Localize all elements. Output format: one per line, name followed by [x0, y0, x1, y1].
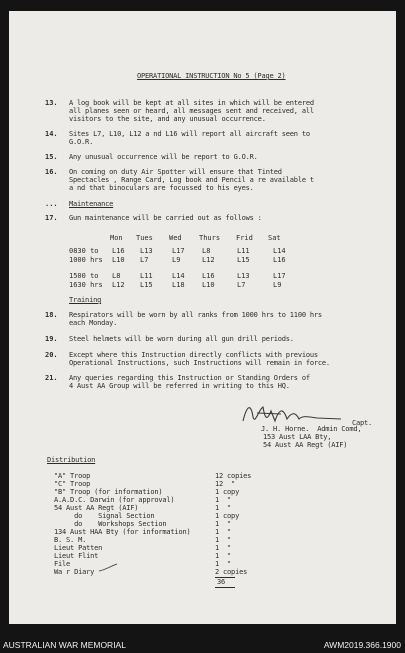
site-cell: L15	[237, 256, 250, 264]
distribution-total: 36	[217, 578, 226, 586]
time-cell: 0830 to	[69, 247, 99, 255]
site-cell: L7	[140, 256, 149, 264]
item-text: visitors to the site, and any unusual occurrence.	[69, 115, 266, 123]
distribution-recipient: File	[54, 560, 71, 568]
item-text: 4 Aust AA Group will be referred in writing to this HQ.	[69, 382, 290, 390]
site-cell: L7	[237, 281, 246, 289]
document-page	[9, 11, 396, 624]
site-cell: L8	[202, 247, 211, 255]
distribution-qty: 1 "	[215, 560, 232, 568]
item-text: Respirators will be worn by all ranks from 1000 hrs to 1100 hrs	[69, 311, 322, 319]
time-cell: 1000 hrs	[69, 256, 103, 264]
archive-footer	[0, 636, 405, 653]
item-number: 18.	[45, 311, 58, 319]
distribution-qty: 1 copy	[215, 488, 240, 496]
distribution-qty: 1 "	[215, 544, 232, 552]
item-number: 21.	[45, 374, 58, 382]
site-cell: L14	[172, 272, 185, 280]
time-cell: 1500 to	[69, 272, 99, 280]
distribution-qty: 12 "	[215, 480, 236, 488]
section-number: ...	[45, 200, 58, 208]
item-text: Gun maintenance will be carried out as follows :	[69, 214, 262, 222]
site-cell: L12	[202, 256, 215, 264]
distribution-recipient: Wa r Diary	[54, 568, 95, 576]
site-cell: L16	[273, 256, 286, 264]
distribution-qty: 1 "	[215, 536, 232, 544]
item-text: Operational Instructions, such Instructions will remain in force.	[69, 359, 330, 367]
distribution-recipient: "B" Troop (for information)	[54, 488, 163, 496]
site-cell: L13	[140, 247, 153, 255]
distribution-recipient: do Workshops Section	[54, 520, 167, 528]
distribution-qty: 1 "	[215, 504, 232, 512]
site-cell: L14	[273, 247, 286, 255]
day-header: Wed	[169, 234, 182, 242]
site-cell: L13	[237, 272, 250, 280]
item-number: 13.	[45, 99, 58, 107]
distribution-recipient: 54 Aust AA Regt (AIF)	[54, 504, 139, 512]
distribution-recipient: "A" Troop	[54, 472, 91, 480]
site-cell: L18	[172, 281, 185, 289]
site-cell: L17	[273, 272, 286, 280]
day-header: Thurs	[199, 234, 221, 242]
distribution-qty: 12 copies	[215, 472, 252, 480]
site-cell: L11	[237, 247, 250, 255]
item-number: 17.	[45, 214, 58, 222]
site-cell: L9	[172, 256, 181, 264]
item-text: Steel helmets will be worn during all gun drill periods.	[69, 335, 294, 343]
item-number: 14.	[45, 130, 58, 138]
distribution-recipient: A.A.D.C. Darwin (for approval)	[54, 496, 175, 504]
site-cell: L16	[202, 272, 215, 280]
distribution-recipient: Lieut Flint	[54, 552, 99, 560]
distribution-recipient: "C" Troop	[54, 480, 91, 488]
distribution-qty: 1 "	[215, 496, 232, 504]
section-heading-training: Training	[69, 296, 102, 304]
distribution-qty: 1 "	[215, 552, 232, 560]
signature-rank: Capt.	[352, 419, 373, 427]
item-text: Spectacles , Range Card, Log book and Pencil a re available t	[69, 176, 314, 184]
archive-reference: AWM2019.366.1900	[323, 640, 401, 650]
day-header: Frid	[236, 234, 253, 242]
site-cell: L9	[273, 281, 282, 289]
distribution-qty: 2 copies	[215, 568, 248, 576]
signatory-regiment: 54 Aust AA Regt (AIF)	[263, 441, 348, 449]
item-text: Except where this Instruction directly conflicts with previous	[69, 351, 318, 359]
site-cell: L8	[112, 272, 121, 280]
distribution-recipient: B. S. M.	[54, 536, 87, 544]
item-text: a nd that binoculars are focussed to his eyes.	[69, 184, 254, 192]
item-text: each Monday.	[69, 319, 118, 327]
day-header: Tues	[136, 234, 153, 242]
item-text: A log book will be kept at all sites in which will be entered	[69, 99, 314, 107]
day-header: Mon	[110, 234, 123, 242]
distribution-recipient: Lieut Patten	[54, 544, 103, 552]
day-header: Sat	[268, 234, 281, 242]
item-text: Any queries regarding this Instruction or Standing Orders of	[69, 374, 310, 382]
distribution-heading: Distribution	[47, 456, 96, 464]
item-number: 15.	[45, 153, 58, 161]
item-text: On coming on duty Air Spotter will ensure that Tinted	[69, 168, 282, 176]
site-cell: L12	[112, 281, 125, 289]
site-cell: L17	[172, 247, 185, 255]
distribution-qty: 1 copy	[215, 512, 240, 520]
item-number: 19.	[45, 335, 58, 343]
item-number: 20.	[45, 351, 58, 359]
section-heading-maintenance: Maintenance	[69, 200, 114, 208]
distribution-recipient: 134 Aust HAA Bty (for information)	[54, 528, 191, 536]
item-number: 16.	[45, 168, 58, 176]
site-cell: L11	[140, 272, 153, 280]
signatory-name: J. H. Horne. Admin Comd,	[261, 425, 362, 433]
site-cell: L16	[112, 247, 125, 255]
document-title: OPERATIONAL INSTRUCTION No 5 (Page 2)	[137, 72, 286, 80]
total-double-rule	[215, 587, 235, 588]
item-text: all planes seen or heard, all messages sent and received, all	[69, 107, 314, 115]
item-text: G.O.R.	[69, 138, 94, 146]
archive-name: AUSTRALIAN WAR MEMORIAL	[3, 640, 126, 650]
time-cell: 1630 hrs	[69, 281, 103, 289]
signatory-unit: 153 Aust LAA Bty,	[263, 433, 332, 441]
site-cell: L10	[112, 256, 125, 264]
site-cell: L15	[140, 281, 153, 289]
distribution-qty: 1 "	[215, 520, 232, 528]
item-text: Any unusual occurrence will be report to G.O.R.	[69, 153, 258, 161]
site-cell: L10	[202, 281, 215, 289]
pencil-tick-mark	[97, 562, 119, 574]
distribution-qty: 1 "	[215, 528, 232, 536]
distribution-recipient: do Signal Section	[54, 512, 155, 520]
item-text: Sites L7, L10, L12 a nd L16 will report all aircraft seen to	[69, 130, 310, 138]
